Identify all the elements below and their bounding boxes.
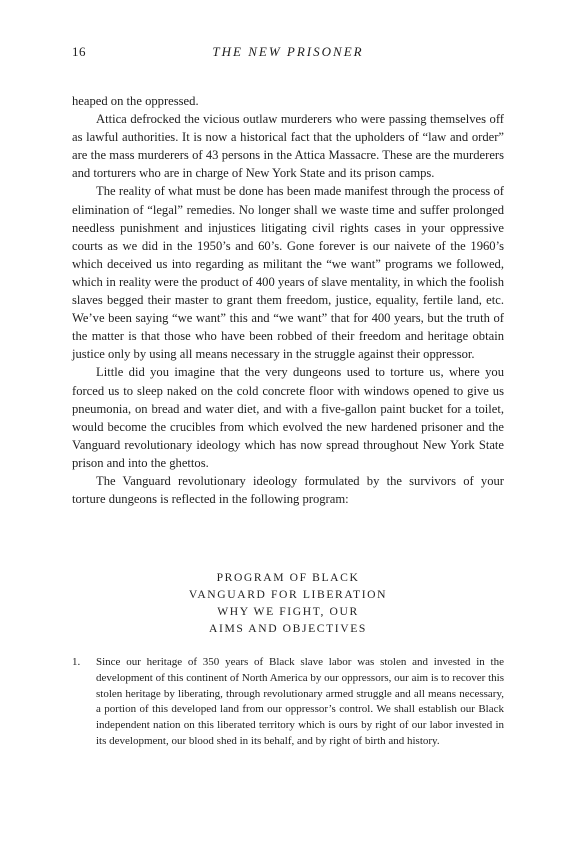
- program-heading: [72, 569, 504, 637]
- page-number: 16: [72, 44, 86, 59]
- paragraph-dungeons: Little did you imagine that the very dungeons used to torture us, where you forced us to sleep naked on the cold concrete floor with windows opened to give us pneumonia, on bread and water diet, and with a five-gallon paint bucket for a toilet, would become the crucibles from which evolved the new hardened prisoner and the Vanguard revolutionary ideology which has now spread throughout New York State prison and into the ghettos.: [72, 365, 504, 470]
- program-heading-line: AIMS AND OBJECTIVES: [209, 622, 367, 635]
- list-item-text: Since our heritage of 350 years of Black slave labor was stolen and invested in the development of this continent of North America by our oppressors, our aim is to recover this stolen heritage by liberating, through revolutionary armed struggle and all means necessary, a portion of this developed land from our oppressor’s control. We shall establish our Black independent nation on this liberated territory which is ours by right of our labor invested in its development, our blood shed in its behalf, and by right of birth and history.: [96, 656, 504, 747]
- program-heading-line: VANGUARD FOR LIBERATION: [188, 588, 388, 601]
- running-head: [72, 44, 504, 64]
- program-heading-line: PROGRAM OF BLACK: [216, 571, 360, 584]
- list-item: [72, 655, 504, 750]
- body-text: [72, 92, 504, 508]
- program-heading-line: WHY WE FIGHT, OUR: [217, 605, 359, 618]
- running-title: THE NEW PRISONER: [212, 44, 364, 59]
- program-list: [72, 655, 504, 750]
- paragraph-attica: Attica defrocked the vicious outlaw murderers who were passing themselves off as lawful authorities. It is now a historical fact that the upholders of “law and order” are the mass murderers of 43 persons in the Attica Massacre. These are the murderers and torturers who are in charge of New York State and its prison camps.: [72, 112, 504, 181]
- paragraph-reality: The reality of what must be done has been made manifest through the process of elimination of “legal” remedies. No longer shall we waste time and suffer prolonged needless punishment and injustices litigating civil rights cases in your oppressive courts as we did in the 1950’s and 60’s. Gone forever is our naivete of the 1960’s which deceived us into regarding as militant the “we want” programs we followed, which in reality were the product of 400 years of slave mentality, in which the foolish slaves begged their master to grant them freedom, justice, equality, fertile land, etc. We’ve been saying “we want” this and “we want” that for 400 years, but the truth of the matter is that those who have been robbed of their freedom and heritage obtain justice only by using all means necessary in the struggle against their oppressor.: [72, 184, 504, 362]
- paragraph-continuation: heaped on the oppressed.: [72, 94, 199, 108]
- paragraph-ideology: The Vanguard revolutionary ideology formulated by the survivors of your torture dungeons is reflected in the following program:: [72, 473, 504, 507]
- list-item-number: 1.: [72, 656, 81, 668]
